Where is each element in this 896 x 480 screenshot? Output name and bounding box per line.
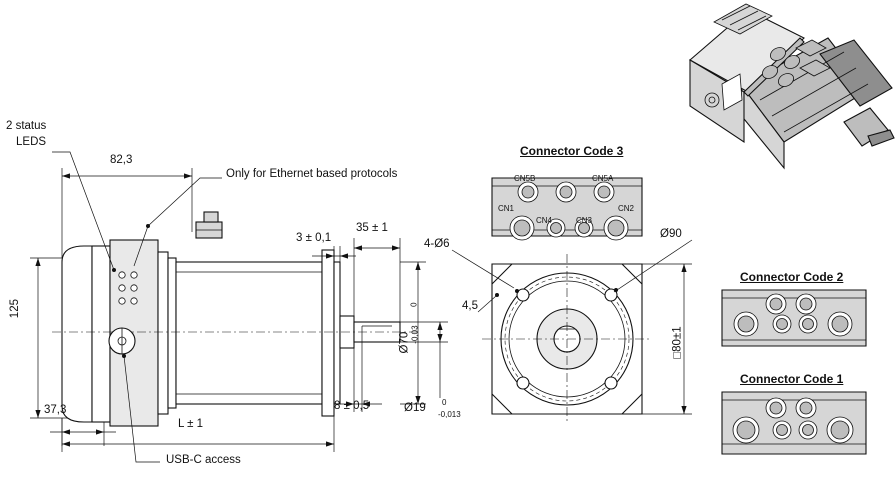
dim-shaft-step: 3 ± 0,1 [296,232,332,244]
dim-shaft-dia-tol-upper: 0 [442,398,447,407]
isometric-render [690,4,894,168]
side-view [30,152,418,462]
dim-flange-pilot-tol-upper: 0 [409,302,419,307]
dim-shaft-dia-tol-lower: -0,013 [438,410,461,419]
usb-c-access-label: USB-C access [166,454,241,466]
status-leds-label-line2: LEDS [16,136,47,148]
connector-code-2-view [722,290,866,346]
connector-label-cn5a: CN5A [592,174,614,183]
connector-label-cn4: CN4 [536,216,553,225]
dim-chamfer: 4,5 [462,300,478,312]
connector-code-1-view [722,392,866,454]
connector-label-cn1: CN1 [498,204,515,213]
dim-depth-bottom-left: 37,3 [44,404,67,416]
dim-square-body: □80±1 [671,326,684,359]
ethernet-note-label: Only for Ethernet based protocols [226,168,398,180]
front-view-title: Connector Code 3 [520,144,624,158]
dim-bolt-circle: Ø90 [660,228,682,240]
dim-width-top: 82,3 [110,154,133,166]
status-leds-label-line1: 2 status [6,120,47,132]
front-view [452,178,692,424]
connector-label-cn3: CN3 [576,216,593,225]
dim-key-height: 8 ± 0,5 [334,400,370,412]
dim-length-nominal: L ± 1 [178,418,204,430]
connector-code-2-title: Connector Code 2 [740,270,844,284]
connector-code-1-title: Connector Code 1 [740,372,844,386]
dim-height-left: 125 [8,299,21,319]
dim-bolt-holes: 4-Ø6 [424,238,450,250]
dim-flange-pilot-tol-lower: -0,03 [410,325,420,344]
connector-label-cn2: CN2 [618,204,635,213]
dim-shaft-dia: Ø19 [404,402,426,414]
connector-label-cn5b: CN5B [514,174,536,183]
dim-flange-pilot: Ø70 [398,331,411,354]
dim-shaft-length: 35 ± 1 [356,222,388,234]
